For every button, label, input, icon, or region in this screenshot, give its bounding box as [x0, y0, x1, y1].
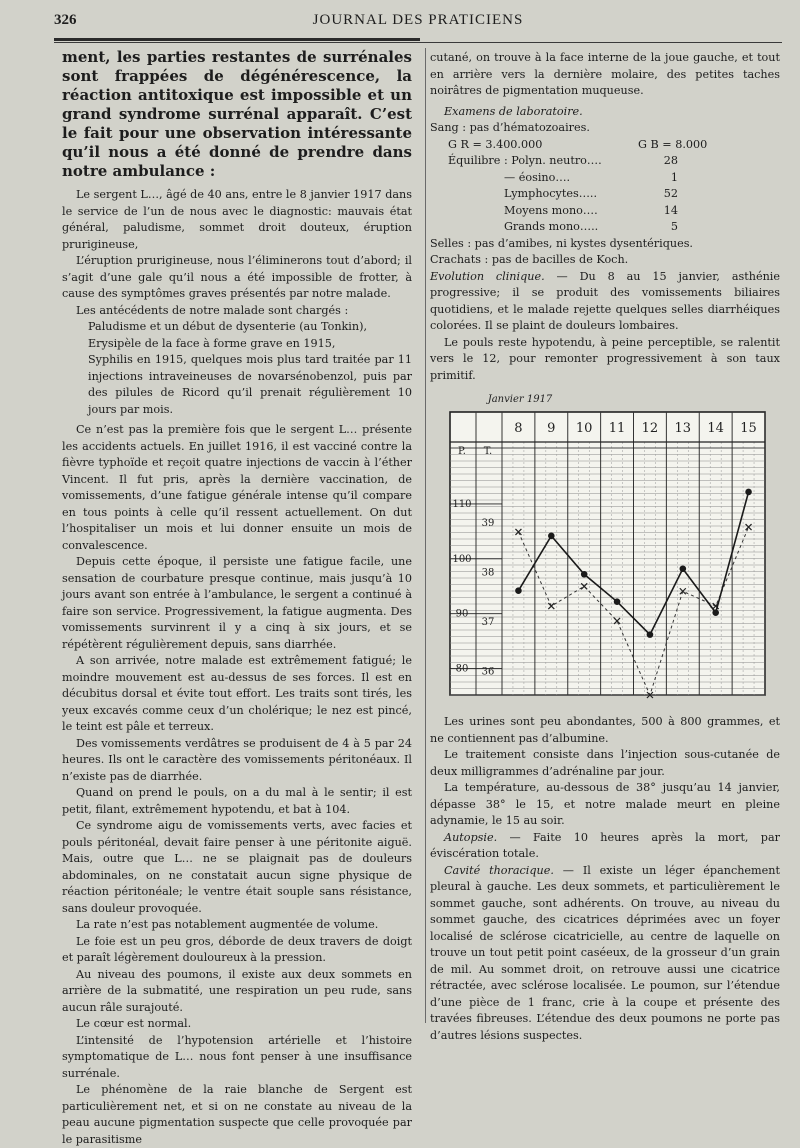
- paragraph: Quand on prend le pouls, on a du mal à le sentir; il est petit, filant, extrêmement hypotendu, et bat à 104.: [62, 786, 412, 816]
- day-label: 12: [641, 421, 659, 436]
- paragraph: Des vomissements verdâtres se produisent de 4 à 5 par 24 heures. Ils ont le caractère des vomissements péritonéaux. Il n’existe pas de diarrhée.: [62, 736, 412, 783]
- pulse-point: [712, 609, 719, 616]
- lab-title: Examens de laboratoire.: [444, 104, 583, 118]
- pulse-tick-label: 100: [452, 553, 472, 565]
- day-label: 9: [547, 421, 556, 436]
- paragraph: Au niveau des poumons, il existe aux deux sommets en arrière de la submatité, une respiration un peu rude, sans aucun râle surajouté.: [62, 967, 412, 1014]
- list-item: Paludisme et un début de dysenterie (au Tonkin),: [88, 320, 368, 333]
- pulse-tick-label: 80: [455, 663, 469, 675]
- paragraph: cutané, on trouve à la face interne de la joue gauche, et tout en arrière vers la dernière molaire, des petites taches noirâtres de pigmentation muqueuse.: [430, 51, 780, 97]
- paragraph: Le traitement consiste dans l’injection sous-cutanée de deux milligrammes d’adrénaline par jour.: [430, 748, 780, 778]
- pulse-point: [581, 571, 588, 578]
- lab-row-value: 28: [663, 154, 678, 167]
- thorax-text: — Il existe un léger épanchement pleural à gauche. Les deux sommets, et particulièrement le sommet gauche, sont adhérents. On trouve, au niveau du sommet gauche, des cicatrices déprimées avec un foyer localisé de sclérose cicatricielle, au centre de laquelle on trouve un tout petit point caséeux, de la grosseur d’un grain de mil. Au sommet droit, on retrouve aussi une cicatrice rétractée, avec sclérose localisée. Le poumon, sur l’étendue d’une pièce de 1 franc, crie à la coupe et présente des travées fibreuses. L’étendue des deux poumons ne porte pas d’autres lésions suspectes.: [430, 863, 780, 1042]
- temp-tick-label: 38: [481, 567, 495, 579]
- header-rule-thin: [54, 42, 782, 43]
- pulse-point: [680, 565, 687, 572]
- lab-stool: Selles : pas d’amibes, ni kystes dysentériques.: [430, 236, 693, 250]
- antecedents-list: [88, 319, 412, 418]
- pulse-tick-label: 110: [452, 498, 472, 510]
- paragraph: Le phénomène de la raie blanche de Sergent est particulièrement net, et si on ne constate au niveau de la peau aucune pigmentation suspecte que celle provoquée par le parasitisme: [62, 1083, 412, 1146]
- lab-row-value: 52: [663, 187, 678, 200]
- lab-gr: G R = 3.400.000: [448, 137, 543, 151]
- page-header: [54, 12, 782, 38]
- intro-paragraph: ment, les parties restantes de surrénales sont frappées de dégénérescence, la réaction antitoxique est impossible et un grand syndrome surrénal apparaît. C’est le fait pour une observation intéressante qu’il nous a été donné de prendre dans notre ambulance :: [62, 48, 412, 180]
- temp-header: T.: [483, 446, 493, 457]
- pulse-point: [745, 489, 752, 496]
- temperature-pulse-chart: [440, 390, 770, 700]
- autopsy-text: — Faite 10 heures après la mort, par éviscération totale.: [430, 830, 780, 860]
- lab-gb: G B = 8.000: [638, 137, 708, 151]
- lab-blood: Sang : pas d’hématozoaires.: [430, 121, 590, 134]
- lab-row-label: Équilibre : Polyn. neutro….: [448, 154, 602, 167]
- paragraph: L’éruption prurigineuse, nous l’éliminerons tout d’abord; il s’agit d’une gale qu’il nous a été impossible de frotter, à cause des symptômes graves présentés par notre malade.: [62, 254, 412, 300]
- paragraph: Depuis cette époque, il persiste une fatigue facile, une sensation de courbature presque continue, mais jusqu’à 10 jours avant son entrée à l’ambulance, le sergent a continué à faire son service. Progressivement, la fatigue augmenta. Des vomissements survinrent il y a cinq à six jours, et se répétèrent régulièrement depuis, sans diarrhée.: [62, 555, 412, 651]
- list-item: Erysipèle de la face à forme grave en 1915,: [88, 336, 336, 350]
- lab-row-value: 5: [670, 220, 678, 233]
- temp-tick-label: 39: [481, 518, 495, 530]
- paragraph: Les urines sont peu abondantes, 500 à 800 grammes, et ne contiennent pas d’albumine.: [430, 715, 780, 745]
- temp-tick-label: 37: [481, 616, 495, 628]
- lab-results: [448, 137, 780, 236]
- lab-row-label: — éosino….: [504, 170, 571, 184]
- day-label: 13: [674, 421, 692, 436]
- lab-row-value: 1: [670, 170, 678, 184]
- paragraph: La température, au-dessous de 38° jusqu’au 14 janvier, dépasse 38° le 15, et notre malade meurt en pleine adynamie, le 15 au soir.: [430, 781, 780, 827]
- day-label: 11: [608, 421, 626, 436]
- lab-row-label: Lymphocytes…..: [504, 187, 598, 200]
- day-label: 10: [575, 421, 593, 436]
- day-label: 8: [514, 421, 523, 436]
- lab-row: [448, 186, 780, 203]
- paragraph: Les antécédents de notre malade sont chargés :: [76, 303, 349, 317]
- lab-row-label: Moyens mono….: [504, 203, 598, 217]
- day-label: 14: [707, 421, 724, 436]
- chart-title: Janvier 1917: [487, 394, 553, 405]
- lab-row: [448, 153, 780, 170]
- pulse-point: [548, 533, 555, 540]
- temp-tick-label: 36: [481, 666, 495, 678]
- autopsy-label: Autopsie.: [444, 830, 498, 844]
- left-column: [62, 48, 412, 1148]
- journal-title: JOURNAL DES PRATICIENS: [312, 12, 524, 28]
- paragraph: Le pouls reste hypotendu, à peine perceptible, se ralentit vers le 12, pour remonter progressivement à son taux primitif.: [430, 335, 780, 382]
- day-label: 15: [740, 421, 757, 436]
- lab-counts: [448, 137, 780, 154]
- pulse-point: [614, 598, 621, 605]
- paragraph: Le cœur est normal.: [76, 1017, 192, 1030]
- paragraph: L’intensité de l’hypotension artérielle et l’histoire symptomatique de L… nous font penser à une insuffisance surrénale.: [62, 1033, 412, 1080]
- thorax-label: Cavité thoracique.: [444, 863, 554, 877]
- paragraph: Le sergent L…, âgé de 40 ans, entre le 8 janvier 1917 dans le service de l’un de nous avec le diagnostic: mauvais état général, paludisme, sommet droit douteux, éruption prurigineuse,: [62, 188, 412, 251]
- list-item: Syphilis en 1915, quelques mois plus tard traitée par 11 injections intraveineuses de novarsénobenzol, puis par des pilules de Ricord qu’il prenait régulièrement 10 jours par mois.: [88, 353, 412, 416]
- pulse-point: [647, 631, 654, 638]
- right-column: [430, 50, 780, 1044]
- header-rule-thick: [54, 38, 420, 41]
- paragraph: Ce n’est pas la première fois que le sergent L… présente les accidents actuels. En juillet 1916, il est vacciné contre la fièvre typhoïde et reçoit quatre injections de vaccin à l’éther Vincent. Il fut pris, après la dernière vaccination, de vomissements, d’une fatigue générale intense qu’il compare en tous points à celle qu’il ressent actuellement. On dut l’hospitaliser un mois et lui donner ensuite un mois de convalescence.: [62, 423, 412, 552]
- lab-sputum: Crachats : pas de bacilles de Koch.: [430, 253, 629, 266]
- chart-svg: [440, 390, 770, 700]
- paragraph: Le foie est un peu gros, déborde de deux travers de doigt et paraît légèrement douloureux à la pression.: [62, 934, 412, 964]
- paragraph: A son arrivée, notre malade est extrêmement fatigué; le moindre mouvement est au-dessus de ses forces. Il est en décubitus dorsal et évite tout effort. Les traits sont tirés, les yeux excavés comme ceux d’un cholérique; le nez est pincé, le teint est pâle et terreux.: [62, 654, 412, 733]
- pulse-tick-label: 90: [455, 608, 469, 620]
- lab-row: [448, 219, 780, 236]
- paragraph: La rate n’est pas notablement augmentée de volume.: [76, 918, 379, 931]
- evolution-label: Evolution clinique.: [430, 269, 545, 283]
- lab-row: [448, 203, 780, 220]
- evolution-text: — Du 8 au 15 janvier, asthénie progressive; il se produit des vomissements biliaires quotidiens, et le malade rejette quelques selles diarrhéiques colorées. Il se plaint de douleurs lombaires.: [430, 269, 780, 332]
- lab-row-label: Grands mono…..: [504, 220, 599, 233]
- page-number: 326: [54, 12, 77, 28]
- pulse-header: P.: [458, 446, 466, 457]
- column-separator: [425, 48, 426, 1023]
- pulse-point: [515, 587, 522, 594]
- paragraph: Ce syndrome aigu de vomissements verts, avec facies et pouls péritonéal, devait faire penser à une péritonite aiguë. Mais, outre que L… ne se plaignait pas de douleurs abdominales, on ne constatait aucun signe physique de réaction péritonéale; le ventre était souple sans résistance, sans douleur provoquée.: [62, 819, 412, 915]
- lab-row: [448, 170, 780, 187]
- lab-row-value: 14: [663, 203, 678, 217]
